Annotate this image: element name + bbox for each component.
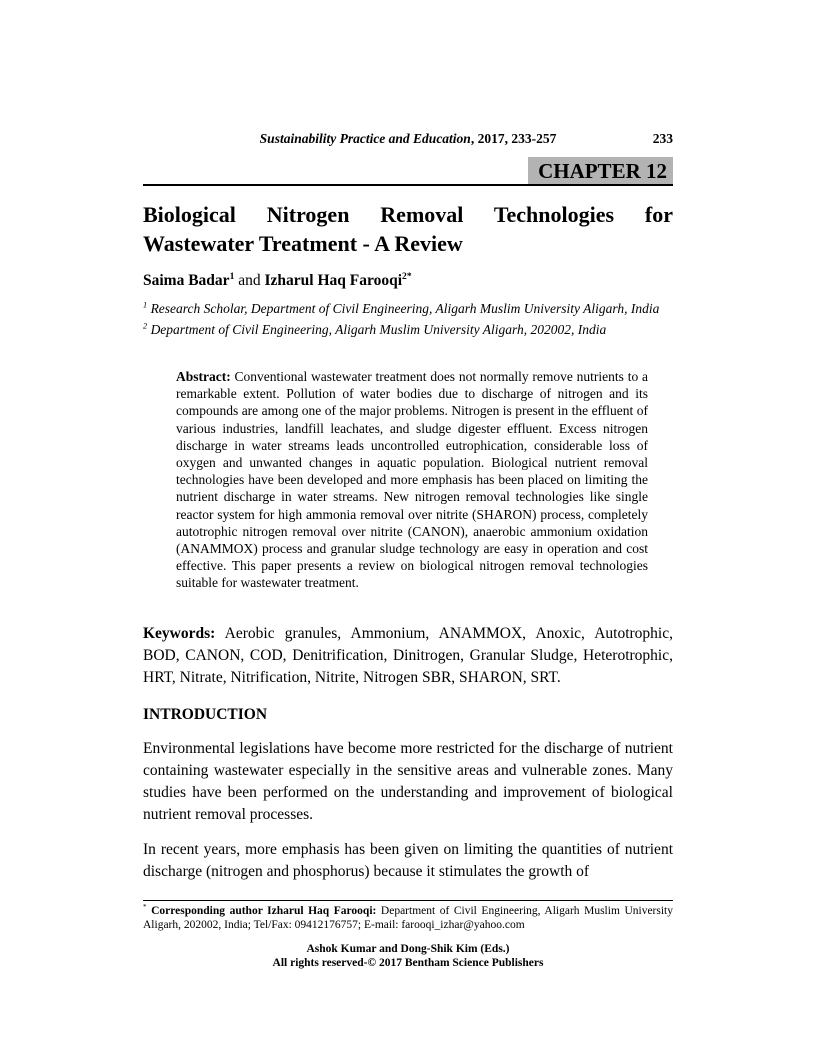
affiliation-1-text: Research Scholar, Department of Civil Engineering, Aligarh Muslim University Aligarh, India bbox=[147, 301, 660, 316]
keywords-text: Aerobic granules, Ammonium, ANAMMOX, Anoxic, Autotrophic, BOD, CANON, COD, Denitrification, Dinitrogen, Granular Sludge, Heterotrophic, HRT, Nitrate, Nitrification, Nitrite, Nitrogen SBR, SHARON, SRT. bbox=[143, 624, 673, 687]
chapter-badge: CHAPTER 12 bbox=[528, 157, 673, 184]
editors-line: Ashok Kumar and Dong-Shik Kim (Eds.) bbox=[306, 942, 510, 955]
affiliation-1-superscript: 1 bbox=[143, 300, 148, 310]
author-1-superscript: 1 bbox=[229, 270, 235, 282]
author-2: Izharul Haq Farooqi bbox=[264, 272, 403, 289]
running-header bbox=[143, 131, 673, 147]
journal-title: Sustainability Practice and Education bbox=[259, 131, 471, 146]
introduction-paragraph-2: In recent years, more emphasis has been given on limiting the quantities of nutrient discharge (nitrogen and phosphorus) because it stimulates the growth of bbox=[143, 840, 673, 880]
page-number: 233 bbox=[652, 131, 673, 146]
copyright-line: All rights reserved-© 2017 Bentham Science Publishers bbox=[272, 956, 544, 969]
affiliation-2-text: Department of Civil Engineering, Aligarh Muslim University Aligarh, 202002, India bbox=[147, 321, 607, 337]
keywords bbox=[143, 623, 673, 690]
chapter-rule bbox=[143, 157, 673, 186]
chapter-title: Biological Nitrogen Removal Technologies for Wastewater Treatment - A Review bbox=[143, 202, 673, 256]
abstract bbox=[176, 368, 648, 592]
footnote-text: Department of Civil Engineering, Aligarh Muslim University Aligarh, 202002, India; Tel/Fax: 09412176757; E-mail: farooqi_izhar@yahoo.com bbox=[143, 904, 673, 932]
footnote-asterisk: * bbox=[143, 903, 147, 912]
footnote-label: Corresponding author Izharul Haq Farooqi: bbox=[146, 904, 377, 917]
affiliation-2-superscript: 2 bbox=[143, 321, 148, 330]
author-line bbox=[143, 271, 673, 290]
introduction-heading: INTRODUCTION bbox=[143, 705, 268, 723]
publisher-footer bbox=[143, 942, 673, 970]
journal-issue: , 2017, 233-257 bbox=[470, 131, 557, 146]
affiliation-1 bbox=[143, 299, 673, 319]
author-1: Saima Badar bbox=[143, 272, 230, 289]
abstract-label: Abstract: bbox=[176, 369, 231, 384]
abstract-text: Conventional wastewater treatment does not normally remove nutrients to a remarkable extent. Pollution of water bodies due to discharge of nitrogen and its compounds are among one of the major problems. Nitrogen is present in the effluent of various industries, landfill leachates, and sludge digester effluent. Excess nitrogen discharge in water streams leads uncontrolled eutrophication, considerable loss of oxygen and unwanted changes in aquatic population. Biological nutrient removal technologies have been developed and more emphasis has been placed on limiting the nutrient discharge in water streams. New nitrogen removal technologies like single reactor system for high ammonia removal over nitrite (SHARON) process, completely autotrophic nitrogen removal over nitrite (CANON), anaerobic ammonium oxidation (ANAMMOX) process and granular sludge technology are easy in operation and cost effective. This paper presents a review on biological nitrogen removal technologies suitable for wastewater treatment. bbox=[176, 369, 648, 591]
corresponding-author-footnote bbox=[143, 904, 673, 933]
author-connector: and bbox=[234, 272, 265, 289]
footnote-divider bbox=[143, 900, 673, 901]
affiliations bbox=[143, 299, 673, 339]
introduction-paragraph-1: Environmental legislations have become more restricted for the discharge of nutrient containing wastewater especially in the sensitive areas and vulnerable zones. Many studies have been performed on the understanding and improvement of biological nutrient removal processes. bbox=[143, 739, 673, 823]
keywords-label: Keywords: bbox=[143, 624, 216, 642]
running-header-citation bbox=[260, 131, 557, 146]
author-2-superscript: 2* bbox=[402, 270, 412, 282]
affiliation-2 bbox=[143, 320, 673, 340]
